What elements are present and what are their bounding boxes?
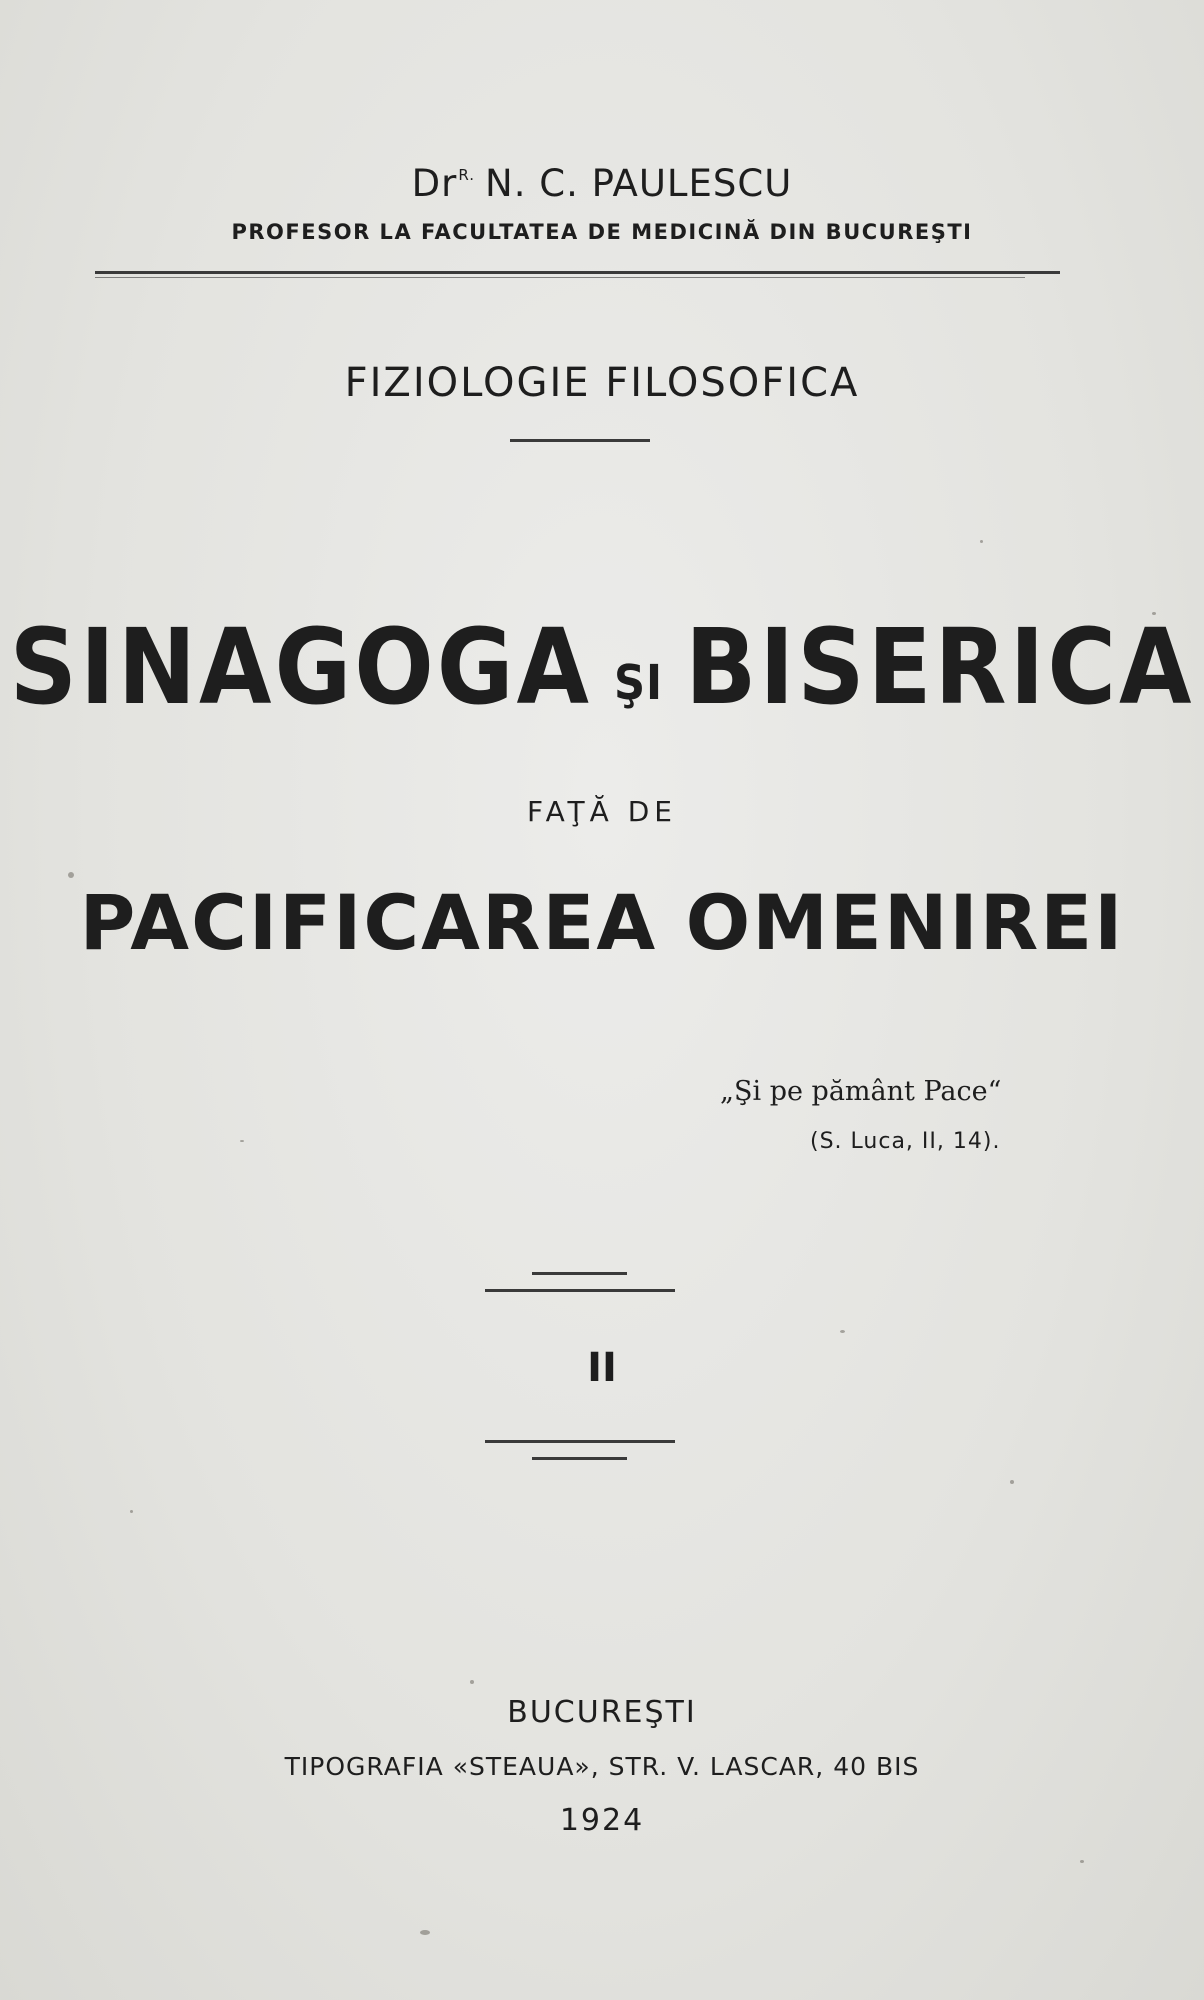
paper-speck [1080, 1860, 1084, 1863]
title-part2: BISERICA [685, 606, 1195, 728]
volume-rule-bottom-short [532, 1457, 627, 1460]
paper-speck [470, 1680, 474, 1684]
imprint-city: BUCUREŞTI [507, 1695, 697, 1730]
imprint-year: 1924 [559, 1803, 645, 1838]
paper-speck [840, 1330, 845, 1333]
volume-number: II [587, 1345, 617, 1391]
paper-speck [980, 540, 983, 543]
imprint-printer: TIPOGRAFIA «STEAUA», STR. V. LASCAR, 40 BIS [284, 1752, 920, 1781]
title-conjunction: ŞI [613, 655, 664, 711]
header-rule [95, 271, 1060, 274]
author-prefix: Dr [411, 162, 458, 205]
paper-speck [420, 1930, 430, 1935]
series-title: FIZIOLOGIE FILOSOFICA [344, 360, 860, 406]
paper-speck [1010, 1480, 1014, 1484]
author-line [0, 162, 1204, 205]
series-rule [510, 439, 650, 442]
paper-speck [240, 1140, 244, 1142]
volume-rule-top-long [485, 1289, 675, 1292]
paper-speck [68, 872, 74, 878]
author-affiliation: PROFESOR LA FACULTATEA DE MEDICINĂ DIN BUCUREŞTI [231, 220, 973, 244]
subtitle: PACIFICAREA OMENIREI [79, 878, 1125, 967]
author-name: N. C. PAULESCU [485, 162, 793, 205]
paper-speck [130, 1510, 133, 1513]
main-title [0, 606, 1204, 728]
title-connector: FAŢĂ DE [527, 795, 677, 828]
title-part1: SINAGOGA [9, 606, 592, 728]
author-prefix-sup: R. [458, 166, 476, 184]
volume-rule-bottom-long [485, 1440, 675, 1443]
epigraph-reference: (S. Luca, II, 14). [810, 1129, 1001, 1154]
volume-rule-top-short [532, 1272, 627, 1275]
header-rule-thin [95, 277, 1025, 278]
epigraph-quote: „Şi pe pământ Pace“ [720, 1076, 1002, 1107]
